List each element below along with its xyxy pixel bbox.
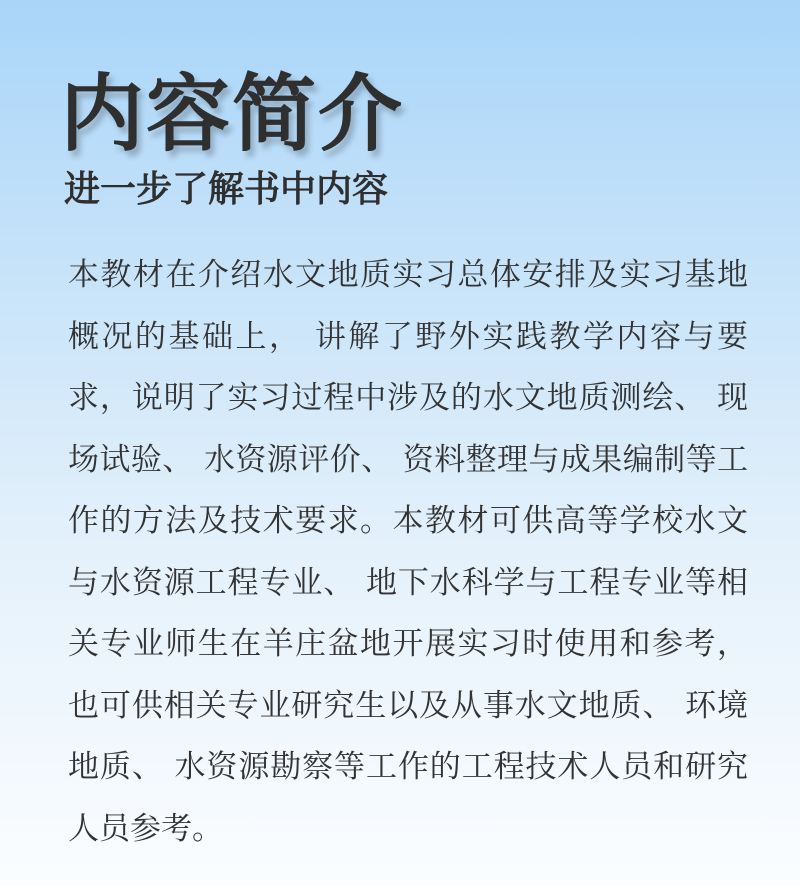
page-title: 内容简介 [60,65,405,163]
intro-paragraph: 本教材在介绍水文地质实习总体安排及实习基地概况的基础上， 讲解了野外实践教学内容与要求，说明了实习过程中涉及的水文地质测绘、 现场试验、 水资源评价、 资料整理与成果编制等工作的方法及技术要求。本教材可供高等学校水文与水资源工程专业、 地下水科学与工程专业等相关专业师生在羊庄盆地开展实习时使用和参考，也可供相关专业研究生以及从事水文地质、 环境地质、 水资源勘察等工作的工程技术人员和研究人员参考。 [68,257,748,847]
page-subtitle: 进一步了解书中内容 [64,169,389,210]
